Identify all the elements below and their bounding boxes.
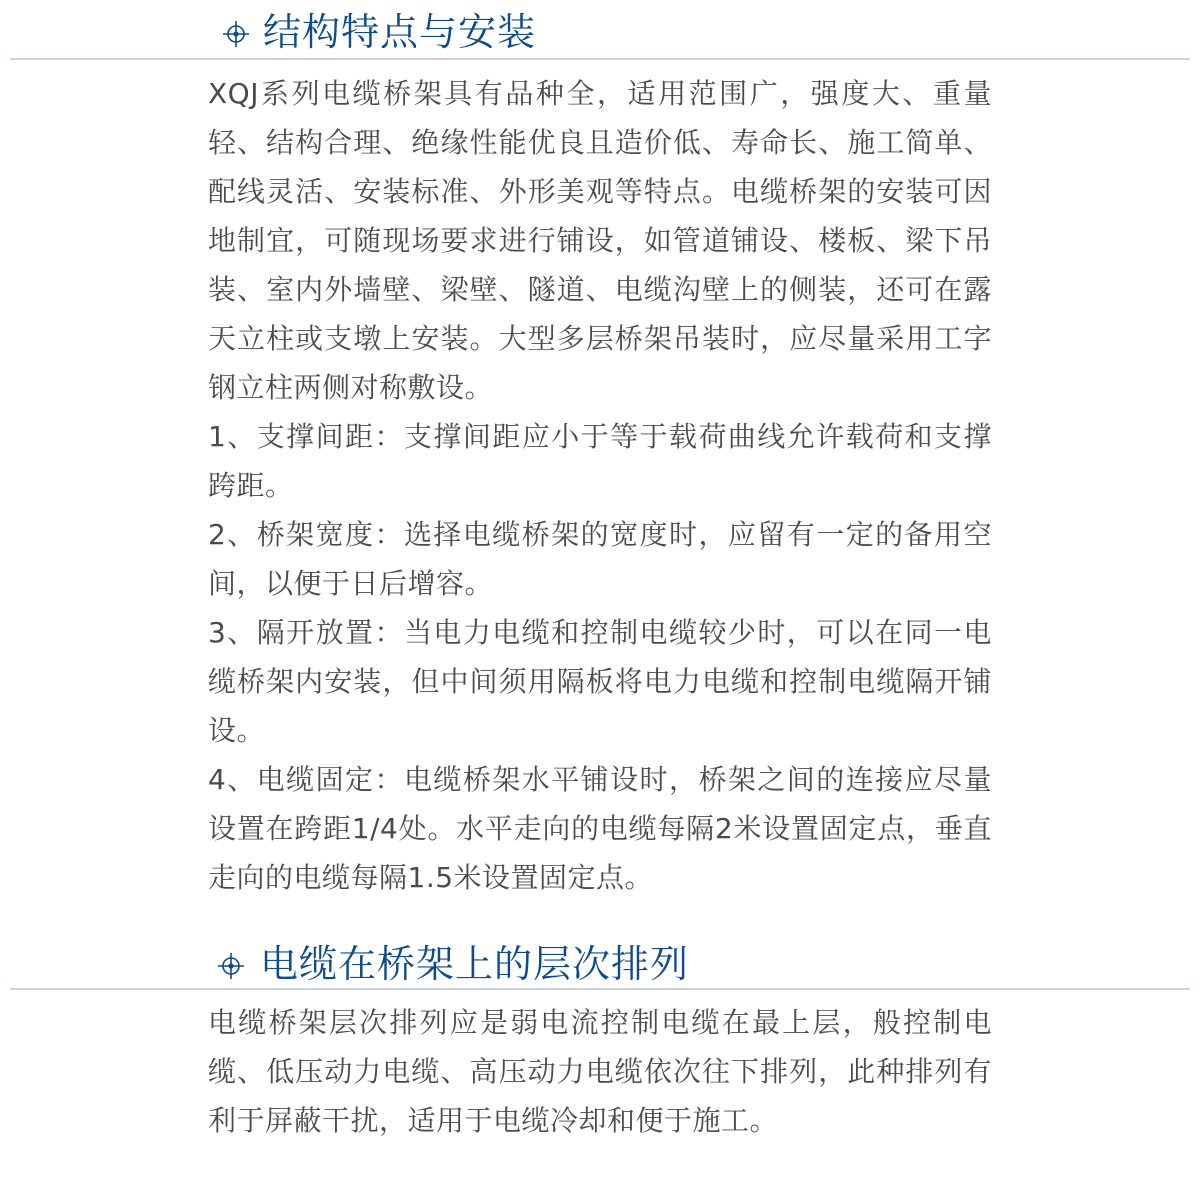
- section-layer-arrangement: [208, 932, 992, 1145]
- section-body: [208, 990, 992, 1145]
- section-heading: [10, 0, 1190, 60]
- arrangement-paragraph: 电缆桥架层次排列应是弱电流控制电缆在最上层，般控制电缆、低压动力电缆、高压动力电缆依次往下排列，此种排列有利于屏蔽干扰，适用于电缆冷却和便于施工。: [208, 1006, 992, 1137]
- list-item-separation: 3、隔开放置：当电力电缆和控制电缆较少时，可以在同一电缆桥架内安装，但中间须用隔板将电力电缆和控制电缆隔开铺设。: [208, 616, 992, 747]
- intro-paragraph: XQJ系列电缆桥架具有品种全，适用范围广，强度大、重量轻、结构合理、绝缘性能优良且造价低、寿命长、施工简单、配线灵活、安装标准、外形美观等特点。电缆桥架的安装可因地制宜，可随现场要求进行铺设，如管道铺设、楼板、梁下吊装、室内外墙壁、梁壁、隧道、电缆沟壁上的侧装，还可在露天立柱或支墩上安装。大型多层桥架吊装时，应尽量采用工字钢立柱两侧对称敷设。: [208, 77, 992, 404]
- section-body: [208, 60, 992, 902]
- compass-bullet-icon: [222, 20, 250, 48]
- list-item-tray-width: 2、桥架宽度：选择电缆桥架的宽度时，应留有一定的备用空间，以便于日后增容。: [208, 518, 992, 600]
- list-item-cable-fixing: 4、电缆固定：电缆桥架水平铺设时，桥架之间的连接应尽量设置在跨距1/4处。水平走向的电缆每隔2米设置固定点，垂直走向的电缆每隔1.5米设置固定点。: [208, 763, 992, 894]
- section-title: 电缆在桥架上的层次排列: [260, 942, 690, 986]
- compass-bullet-icon: [217, 952, 245, 980]
- section-heading: [10, 932, 1190, 990]
- section-structure-installation: [208, 0, 992, 902]
- section-title: 结构特点与安装: [263, 10, 537, 54]
- list-item-support-spacing: 1、支撑间距：支撑间距应小于等于载荷曲线允许载荷和支撑跨距。: [208, 420, 992, 502]
